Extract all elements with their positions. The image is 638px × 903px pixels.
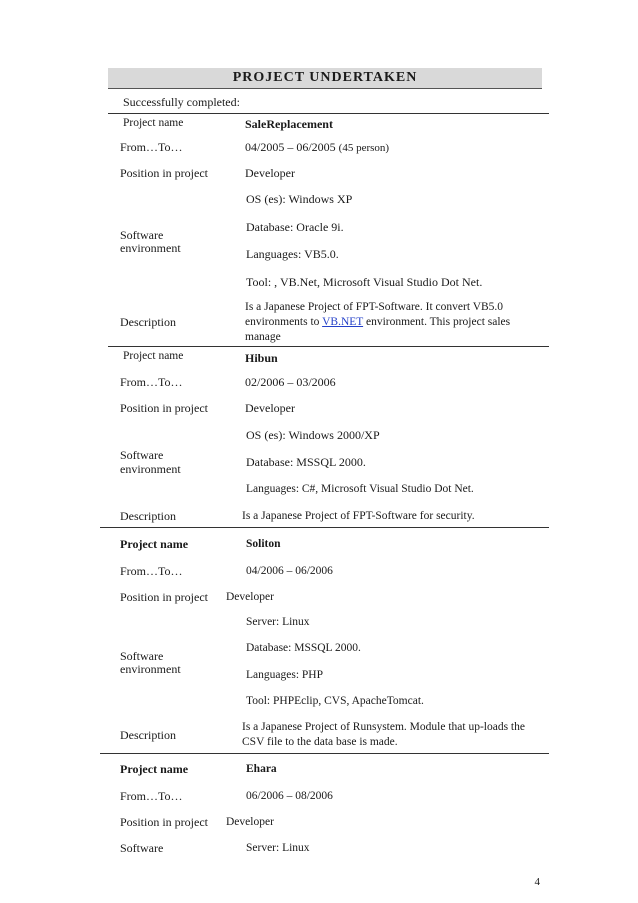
- software-item: Database: MSSQL 2000.: [246, 455, 366, 469]
- description-label: Description: [120, 315, 176, 329]
- software-item: OS (es): Windows 2000/XP: [246, 428, 380, 442]
- from-to-label: From…To…: [120, 140, 183, 154]
- description-label: Description: [120, 728, 176, 742]
- software-env-label: Software: [120, 448, 164, 462]
- description-label: Description: [120, 509, 176, 523]
- divider: [108, 113, 549, 114]
- software-env-label: Software: [120, 228, 164, 242]
- position-label: Position in project: [120, 166, 208, 180]
- software-item: OS (es): Windows XP: [246, 192, 353, 206]
- page-number: 4: [534, 876, 540, 888]
- software-env-label-2: environment: [120, 462, 181, 476]
- period-value: 06/2006 – 08/2006: [246, 790, 333, 802]
- period-value: 02/2006 – 03/2006: [245, 375, 336, 389]
- project-name-value: Soliton: [246, 538, 281, 550]
- software-item: Languages: VB5.0.: [246, 247, 339, 261]
- project-name-label: Project name: [120, 537, 189, 551]
- software-item: Server: Linux: [246, 842, 310, 854]
- position-label: Position in project: [120, 590, 208, 604]
- divider: [100, 527, 549, 528]
- position-value: Developer: [245, 401, 295, 415]
- position-value: Developer: [226, 591, 274, 603]
- period-value: 04/2006 – 06/2006: [246, 565, 333, 577]
- software-item: Tool: , VB.Net, Microsoft Visual Studio Dot Net.: [246, 275, 483, 289]
- software-item: Database: Oracle 9i.: [246, 220, 344, 234]
- project-name-value: Ehara: [246, 763, 277, 775]
- divider: [108, 346, 549, 347]
- position-value: Developer: [245, 166, 295, 180]
- software-env-label: Software: [120, 649, 164, 663]
- description-value: Is a Japanese Project of FPT-Software. It convert VB5.0 environments to VB.NET environment. This project sales manage: [245, 301, 511, 343]
- from-to-label: From…To…: [120, 789, 183, 803]
- divider: [100, 753, 549, 754]
- position-label: Position in project: [120, 401, 208, 415]
- project-name-label: Project name: [120, 762, 189, 776]
- project-name-label: Project name: [123, 350, 184, 362]
- project-name-label: Project name: [123, 117, 184, 129]
- section-subtitle: Successfully completed:: [123, 95, 240, 109]
- position-label: Position in project: [120, 815, 208, 829]
- software-item: Database: MSSQL 2000.: [246, 642, 361, 654]
- software-item: Server: Linux: [246, 616, 310, 628]
- description-value: Is a Japanese Project of Runsystem. Module that up-loads the CSV file to the data base is made.: [242, 721, 525, 748]
- from-to-label: From…To…: [120, 564, 183, 578]
- from-to-label: From…To…: [120, 375, 183, 389]
- software-env-label-2: environment: [120, 241, 181, 255]
- software-label: Software: [120, 841, 164, 855]
- vbnet-link[interactable]: VB.NET: [322, 316, 364, 328]
- software-item: Languages: PHP: [246, 669, 323, 681]
- software-item: Languages: C#, Microsoft Visual Studio Dot Net.: [246, 483, 474, 495]
- project-name-value: SaleReplacement: [245, 117, 333, 131]
- project-name-value: Hibun: [245, 351, 278, 365]
- description-value: Is a Japanese Project of FPT-Software for security.: [242, 510, 475, 522]
- section-title: PROJECT UNDERTAKEN: [232, 70, 418, 85]
- position-value: Developer: [226, 816, 274, 828]
- period-value: 04/2005 – 06/2005 (45 person): [245, 140, 390, 154]
- software-env-label-2: environment: [120, 662, 181, 676]
- software-item: Tool: PHPEclip, CVS, ApacheTomcat.: [246, 695, 424, 707]
